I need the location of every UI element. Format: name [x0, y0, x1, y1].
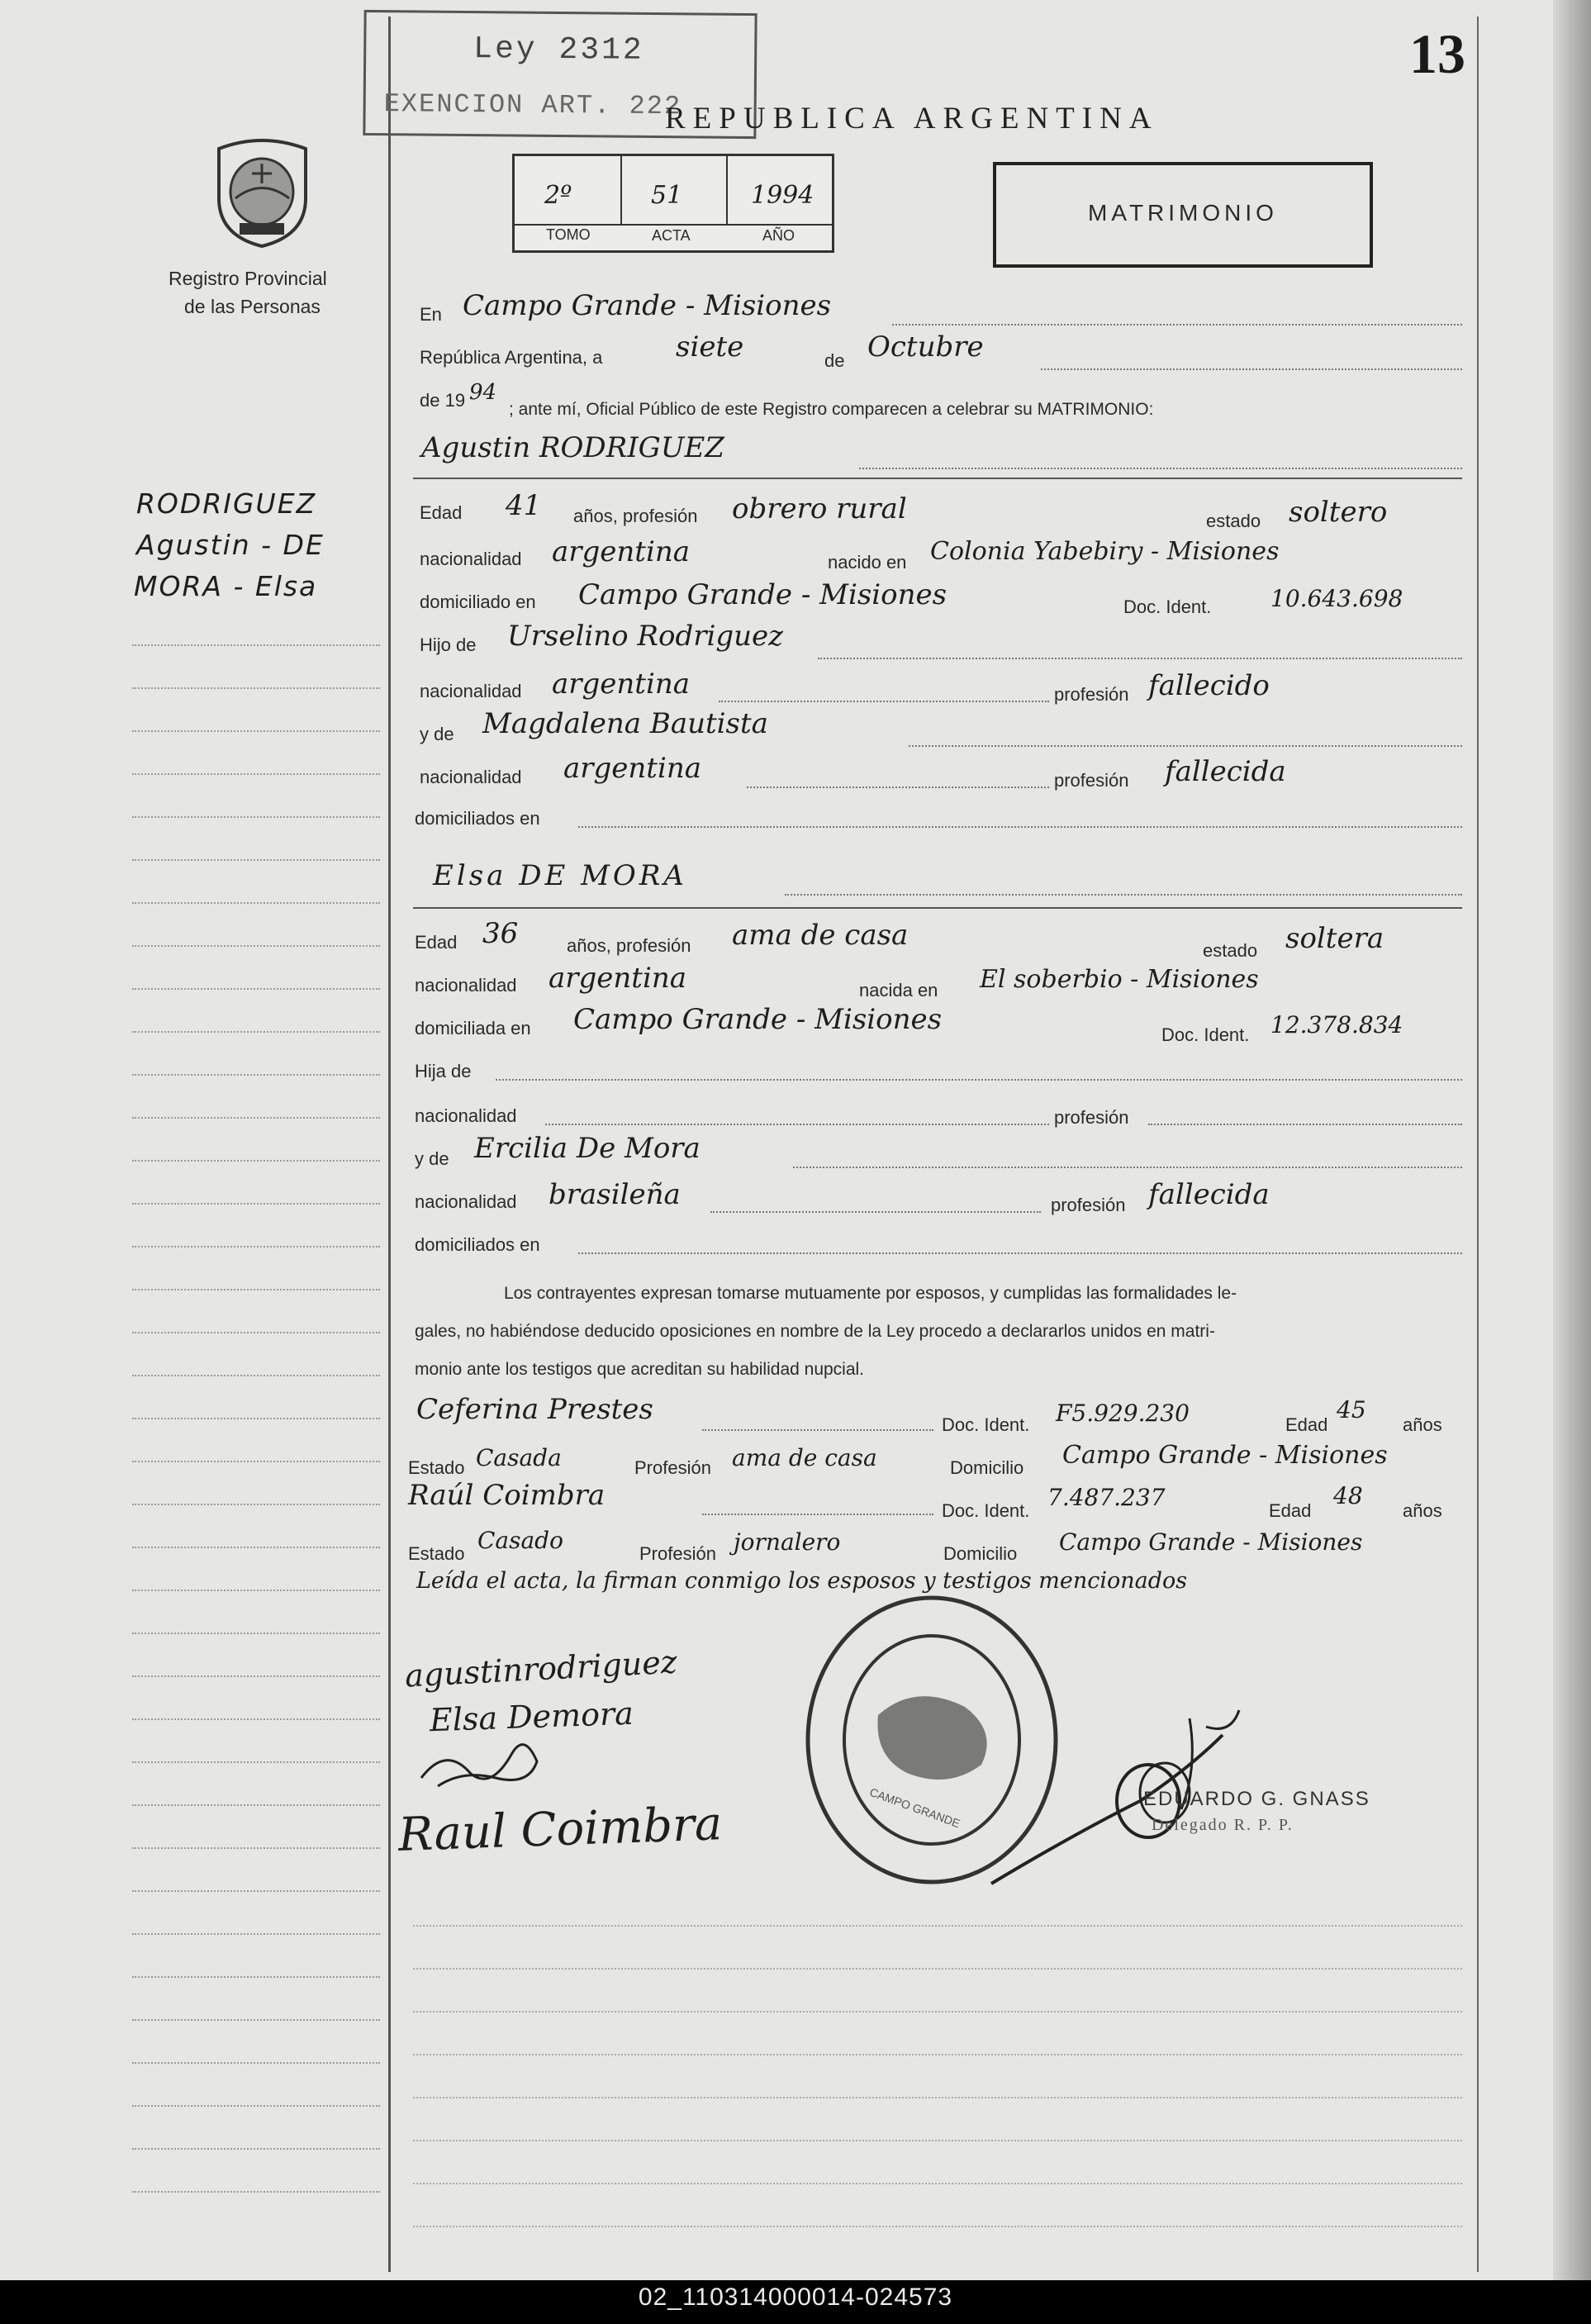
t1-nombre: Ceferina Prestes [416, 1393, 653, 1426]
margin-ruling-line [132, 730, 380, 732]
margin-ruling-line [132, 1160, 380, 1162]
margin-ruling-line [132, 1074, 380, 1076]
en-label: En [420, 304, 442, 325]
margin-ruling-line [132, 945, 380, 947]
acta-box [512, 154, 834, 253]
c1-edad-label: Edad [420, 502, 463, 523]
t1-nombre-line [702, 1429, 933, 1431]
declaracion-2: gales, no habiéndose deducido oposiciones en nombre de la Ley procedo a declararlos unidos en matri- [415, 1322, 1215, 1341]
body-ruling-line [413, 2183, 1462, 2184]
body-ruling-line [413, 1968, 1462, 1970]
lugar: Campo Grande - Misiones [463, 289, 832, 322]
c1-madre: Magdalena Bautista [482, 707, 768, 740]
margin-ruling-line [132, 1461, 380, 1462]
c1-madre-nac: argentina [563, 752, 702, 785]
c1-edad: 41 [506, 489, 542, 522]
margin-note-3: MORA - Elsa [134, 570, 318, 602]
registry-name-2: de las Personas [184, 296, 321, 317]
body-ruling-line [413, 2054, 1462, 2055]
margin-ruling-line [132, 2062, 380, 2064]
t2-estado-label: Estado [408, 1543, 465, 1564]
republica-heading: REPUBLICA ARGENTINA [665, 102, 1159, 135]
seal-circular-text [814, 1599, 815, 1600]
c1-padre-nac-label: nacionalidad [420, 681, 522, 701]
signature-scribble [413, 1728, 553, 1794]
c2-nacida-label: nacida en [859, 980, 938, 1000]
margin-ruling-line [132, 2019, 380, 2021]
margin-ruling-line [132, 1289, 380, 1290]
margin-ruling-line [132, 1246, 380, 1248]
margin-ruling-line [132, 1504, 380, 1505]
c1-madre-nac-label: nacionalidad [420, 767, 522, 787]
margin-ruling-line [132, 816, 380, 818]
margin-ruling-line [132, 1804, 380, 1806]
doc-type: MATRIMONIO [1088, 200, 1278, 226]
t1-profesion-label: Profesión [634, 1457, 711, 1478]
c2-nacida-en: El soberbio - Misiones [980, 965, 1259, 994]
margin-ruling-line [132, 1675, 380, 1677]
t1-edad: 45 [1337, 1396, 1366, 1423]
margin-ruling-line [132, 902, 380, 904]
c1-domiciliados-line [578, 826, 1462, 828]
t1-domicilio: Campo Grande - Misiones [1062, 1441, 1388, 1470]
exencion-stamp-text: EXENCION ART. 222 [383, 88, 682, 122]
c1-madre-line [909, 745, 1462, 747]
c1-nacionalidad: argentina [552, 535, 691, 568]
margin-ruling-line [132, 1418, 380, 1419]
t1-doc-label: Doc. Ident. [942, 1414, 1030, 1435]
c2-madre-prof-label: profesión [1051, 1195, 1126, 1215]
contrayente2-name-line2 [413, 907, 1462, 909]
c1-doc: 10.643.698 [1270, 585, 1403, 612]
c2-madre: Ercilia De Mora [474, 1132, 701, 1165]
c1-padre-nac: argentina [552, 668, 691, 701]
c1-doc-label: Doc. Ident. [1123, 596, 1212, 617]
official-name: EDUARDO G. GNASS [1143, 1788, 1370, 1810]
c2-estado-label: estado [1203, 940, 1258, 961]
de-label: de [824, 350, 845, 371]
c2-madre-prof: fallecida [1148, 1178, 1270, 1211]
image-id-caption: 02_110314000014-024573 [638, 2284, 953, 2311]
page-edge [1553, 0, 1591, 2280]
ley-stamp-text: Ley 2312 [473, 31, 644, 69]
mes: Octubre [867, 330, 984, 364]
c1-anos-prof-label: años, profesión [573, 506, 698, 526]
t1-profesion: ama de casa [732, 1444, 877, 1471]
c1-padre-line [818, 658, 1462, 659]
c2-madre-line [793, 1167, 1462, 1168]
official-role: Delegado R. P. P. [1152, 1816, 1294, 1834]
margin-ruling-line [132, 1761, 380, 1763]
margin-ruling-line [132, 1633, 380, 1634]
c2-domiciliados-line [578, 1252, 1462, 1254]
c2-madre-nac-label: nacionalidad [415, 1191, 517, 1212]
c1-madre-prof-label: profesión [1054, 770, 1129, 791]
contrayente1-name-line2 [413, 478, 1462, 479]
c2-anos-prof-label: años, profesión [567, 935, 691, 956]
c2-edad-label: Edad [415, 932, 458, 953]
margin-ruling-line [132, 773, 380, 775]
t1-doc: F5.929.230 [1056, 1400, 1190, 1427]
ano-label: AÑO [762, 227, 796, 244]
margin-ruling-line [132, 988, 380, 990]
firma-2: Elsa Demora [429, 1694, 634, 1739]
firma-1: agustinrodriguez [404, 1643, 678, 1694]
t2-profesion: jornalero [734, 1528, 841, 1556]
seal-center-text: CAMPO GRANDE [867, 1785, 962, 1831]
c2-nacionalidad: argentina [549, 962, 687, 995]
c1-y-de-label: y de [420, 724, 454, 744]
c2-doc-label: Doc. Ident. [1161, 1024, 1250, 1045]
c1-nacido-label: nacido en [828, 552, 907, 573]
t1-domicilio-label: Domicilio [950, 1457, 1024, 1478]
c1-padre-prof-label: profesión [1054, 684, 1129, 705]
margin-ruling-line [132, 1976, 380, 1978]
comparecen-text: ; ante mí, Oficial Público de este Registro comparecen a celebrar su MATRIMONIO: [509, 400, 1154, 419]
c2-domiciliados-label: domiciliados en [415, 1234, 540, 1255]
margin-ruling-line [132, 1117, 380, 1119]
margin-ruling-line [132, 2191, 380, 2193]
margin-ruling-line [132, 1890, 380, 1892]
c2-domicilio: Campo Grande - Misiones [573, 1003, 943, 1036]
margin-ruling-line [132, 1547, 380, 1548]
c2-padre-prof-line [1148, 1124, 1462, 1125]
margin-ruling-line [132, 1847, 380, 1849]
tomo-label: TOMO [546, 226, 591, 243]
margin-ruling-line [132, 1203, 380, 1205]
margin-ruling-line [132, 2148, 380, 2150]
body-ruling-line [413, 2140, 1462, 2141]
c1-madre-prof: fallecida [1165, 755, 1286, 788]
ano-value: 1994 [751, 181, 814, 210]
c1-madre-nac-line [747, 787, 1049, 788]
t2-domicilio-label: Domicilio [943, 1543, 1018, 1564]
c1-domicilio: Campo Grande - Misiones [578, 578, 947, 611]
firma-3: Raul Coimbra [397, 1797, 724, 1862]
c1-estado: soltero [1289, 496, 1388, 529]
declaracion-3: monio ante los testigos que acreditan su habilidad nupcial. [415, 1360, 865, 1379]
c2-domiciliada-label: domiciliada en [415, 1018, 531, 1038]
margin-ruling-line [132, 2105, 380, 2107]
t1-anos-label: años [1403, 1414, 1442, 1435]
c2-hija-label: Hija de [415, 1061, 472, 1081]
republica-label: República Argentina, a [420, 347, 603, 368]
de-year-label: de 19 [420, 390, 466, 411]
margin-note-2: Agustin - DE [136, 529, 325, 561]
page-number: 13 [1409, 22, 1465, 85]
margin-ruling-line [132, 1375, 380, 1376]
cierre-text: Leída el acta, la firman conmigo los esposos y testigos mencionados [416, 1568, 1188, 1594]
margin-ruling-line [132, 1031, 380, 1033]
c2-padre-prof-label: profesión [1054, 1107, 1129, 1128]
anio: 94 [469, 380, 497, 405]
margin-ruling-line [132, 1332, 380, 1333]
contrayente2-nombre: Elsa DE MORA [433, 859, 687, 892]
margin-ruling-line [132, 859, 380, 861]
registry-name-1: Registro Provincial [169, 268, 327, 289]
t2-nombre: Raúl Coimbra [408, 1479, 606, 1512]
c1-padre: Urselino Rodriguez [507, 620, 784, 653]
c2-padre-nac-label: nacionalidad [415, 1105, 517, 1126]
province-emblem-icon [211, 132, 314, 248]
c2-madre-nac-line [710, 1211, 1041, 1213]
margin-ruling-line [132, 1718, 380, 1720]
doc-type-box [993, 162, 1373, 268]
t2-estado: Casado [477, 1527, 563, 1554]
t2-profesion-label: Profesión [639, 1543, 716, 1564]
c2-hija-line [496, 1079, 1462, 1081]
c2-madre-nac: brasileña [549, 1178, 681, 1211]
t2-doc-label: Doc. Ident. [942, 1500, 1030, 1521]
c2-edad: 36 [482, 917, 519, 950]
c1-nacido-en: Colonia Yabebiry - Misiones [930, 537, 1280, 566]
c2-y-de-label: y de [415, 1148, 449, 1169]
c1-hijo-label: Hijo de [420, 634, 477, 655]
margin-note-1: RODRIGUEZ [136, 487, 317, 520]
c1-domiciliado-label: domiciliado en [420, 592, 536, 612]
lugar-line [892, 324, 1462, 326]
c2-nacionalidad-label: nacionalidad [415, 975, 517, 996]
acta-label: ACTA [652, 227, 691, 244]
acta-value: 51 [651, 181, 683, 210]
c1-padre-nac-line [719, 701, 1049, 702]
margin-ruling-line [132, 687, 380, 689]
body-ruling-line [413, 1925, 1462, 1927]
right-rule [1477, 17, 1479, 2272]
t2-nombre-line [702, 1514, 933, 1515]
c1-nacionalidad-label: nacionalidad [420, 549, 522, 569]
body-ruling-line [413, 2011, 1462, 2013]
declaracion-1: Los contrayentes expresan tomarse mutuamente por esposos, y cumplidas las formalidades le- [504, 1284, 1237, 1303]
c1-estado-label: estado [1206, 511, 1261, 531]
contrayente1-nombre: Agustin RODRIGUEZ [421, 431, 724, 464]
body-ruling-line [413, 2097, 1462, 2098]
t1-estado-label: Estado [408, 1457, 465, 1478]
margin-ruling-line [132, 1590, 380, 1591]
body-ruling-line [413, 2226, 1462, 2227]
c2-profesion: ama de casa [732, 919, 909, 952]
t2-doc: 7.487.237 [1047, 1484, 1166, 1511]
margin-ruling-line [132, 644, 380, 646]
fecha-line [1041, 368, 1462, 370]
c1-domiciliados-label: domiciliados en [415, 808, 540, 829]
margin-ruling-line [132, 1933, 380, 1935]
t2-edad-label: Edad [1269, 1500, 1312, 1521]
c2-estado: soltera [1285, 922, 1384, 955]
t1-edad-label: Edad [1285, 1414, 1328, 1435]
t2-domicilio: Campo Grande - Misiones [1059, 1528, 1363, 1556]
contrayente2-name-line [785, 894, 1462, 896]
contrayente1-name-line [859, 468, 1462, 469]
dia: siete [676, 330, 744, 364]
tomo-value: 2º [544, 181, 572, 210]
t2-anos-label: años [1403, 1500, 1442, 1521]
c2-padre-nac-line [545, 1124, 1049, 1125]
t1-estado: Casada [476, 1444, 562, 1471]
c2-doc: 12.378.834 [1270, 1011, 1403, 1038]
c1-padre-prof: fallecido [1148, 669, 1270, 702]
left-rule [388, 17, 391, 2272]
c1-profesion: obrero rural [732, 492, 907, 525]
t2-edad: 48 [1333, 1482, 1363, 1509]
